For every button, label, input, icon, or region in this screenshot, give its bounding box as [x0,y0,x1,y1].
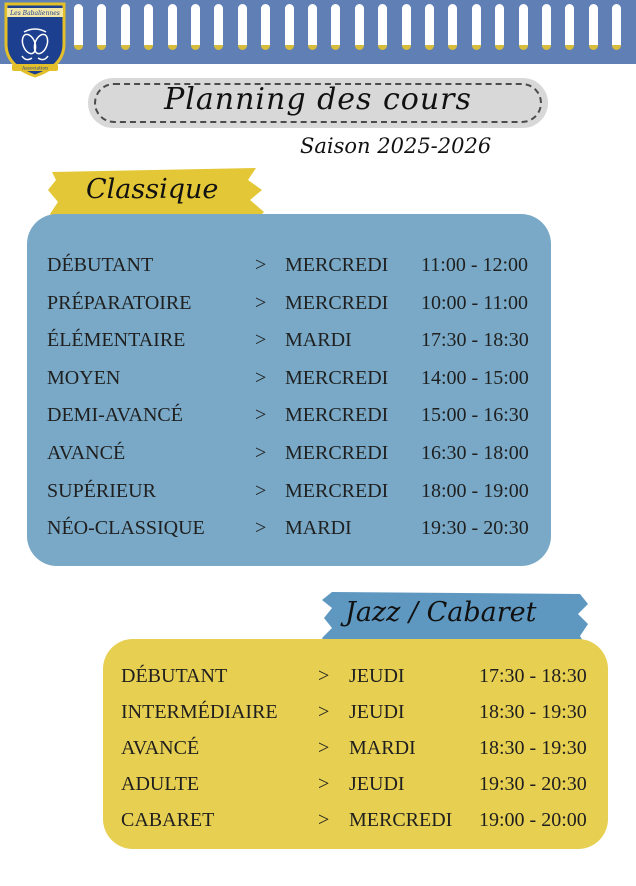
course-level: ADULTE [121,773,200,795]
course-level: MOYEN [47,366,121,389]
course-time: 18:30 - 19:30 [479,701,587,723]
course-day: MARDI [349,737,416,759]
course-level: DÉBUTANT [121,665,228,687]
binding-ring [308,4,317,50]
course-day: MERCREDI [285,404,389,427]
schedule-row [47,292,547,320]
arrow-separator: > [255,404,267,427]
course-time: 11:00 - 12:00 [421,254,529,276]
schedule-row [121,701,601,729]
course-day: MERCREDI [285,254,389,276]
schedule-row [121,809,601,837]
course-time: 18:00 - 19:00 [421,479,529,502]
binding-ring [612,4,621,50]
schedule-row [47,404,547,432]
spiral-binding-bar [0,0,636,64]
arrow-separator: > [318,665,330,687]
arrow-separator: > [255,517,267,540]
arrow-separator: > [255,329,267,352]
course-day: JEUDI [349,665,405,687]
course-level: DEMI-AVANCÉ [47,404,183,427]
arrow-separator: > [255,366,267,389]
course-time: 19:30 - 20:30 [479,773,587,795]
school-logo [2,0,68,78]
course-time: 19:30 - 20:30 [421,517,529,540]
binding-ring [589,4,598,50]
jazz-schedule-panel [103,639,608,849]
logo-title-text: Les Babaliennes [10,10,60,17]
binding-rings [70,4,636,54]
course-level: NÉO-CLASSIQUE [47,517,205,540]
binding-ring [261,4,270,50]
binding-ring [542,4,551,50]
binding-ring [519,4,528,50]
schedule-row [47,367,547,395]
course-day: MERCREDI [349,809,453,831]
course-level: ÉLÉMENTAIRE [47,329,186,352]
binding-ring [355,4,364,50]
course-time: 10:00 - 11:00 [421,291,529,314]
schedule-row [121,737,601,765]
course-day: MARDI [285,517,352,540]
course-time: 19:00 - 20:00 [479,809,587,831]
binding-ring [214,4,223,50]
course-day: MERCREDI [285,366,389,389]
course-level: AVANCÉ [47,442,126,464]
schedule-row [121,665,601,693]
course-day: MERCREDI [285,442,389,464]
binding-ring [402,4,411,50]
arrow-separator: > [318,701,330,723]
schedule-row [121,773,601,801]
course-level: DÉBUTANT [47,254,154,276]
binding-ring [74,4,83,50]
binding-ring [168,4,177,50]
arrow-separator: > [255,442,267,464]
binding-ring [191,4,200,50]
course-day: MARDI [285,329,352,352]
binding-ring [331,4,340,50]
course-time: 15:00 - 16:30 [421,404,529,427]
course-day: MERCREDI [285,291,389,314]
classique-heading: Classique [86,174,219,205]
course-time: 17:30 - 18:30 [479,665,587,687]
logo-subtitle-text: Association [21,66,49,72]
arrow-separator: > [255,291,267,314]
schedule-row [47,517,547,545]
binding-ring [425,4,434,50]
arrow-separator: > [318,773,330,795]
arrow-separator: > [255,254,267,276]
binding-ring [285,4,294,50]
season-label: Saison 2025-2026 [300,134,492,158]
course-level: AVANCÉ [121,737,200,759]
binding-ring [144,4,153,50]
course-level: INTERMÉDIAIRE [121,701,278,723]
schedule-row [47,329,547,357]
course-day: JEUDI [349,773,405,795]
binding-ring [238,4,247,50]
binding-ring [565,4,574,50]
course-day: MERCREDI [285,479,389,502]
jazz-heading: Jazz / Cabaret [345,597,537,628]
binding-ring [448,4,457,50]
binding-ring [378,4,387,50]
arrow-separator: > [255,479,267,502]
page-title: Planning des cours [164,82,472,117]
schedule-row [47,480,547,508]
course-level: SUPÉRIEUR [47,479,156,502]
course-time: 14:00 - 15:00 [421,366,529,389]
binding-ring [121,4,130,50]
classique-schedule-panel [27,214,551,566]
title-pill [88,78,548,128]
binding-ring [495,4,504,50]
course-time: 16:30 - 18:00 [421,442,529,464]
arrow-separator: > [318,809,330,831]
course-time: 18:30 - 19:30 [479,737,587,759]
schedule-row [47,254,547,282]
arrow-separator: > [318,737,330,759]
schedule-row [47,442,547,470]
binding-ring [472,4,481,50]
course-time: 17:30 - 18:30 [421,329,529,352]
binding-ring [97,4,106,50]
course-level: PRÉPARATOIRE [47,291,192,314]
course-day: JEUDI [349,701,405,723]
course-level: CABARET [121,809,215,831]
